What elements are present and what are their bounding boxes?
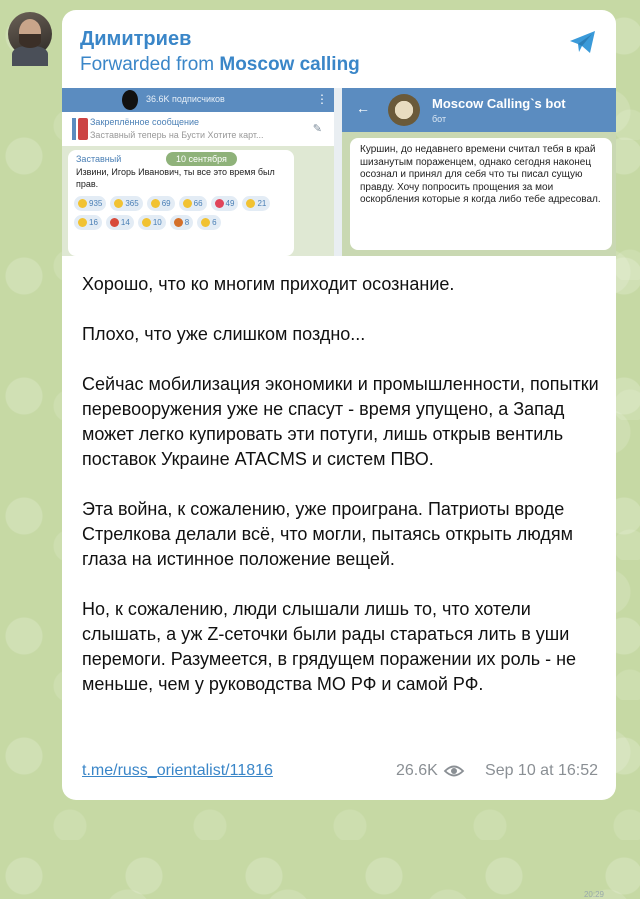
reaction-count: 66 (193, 199, 203, 208)
bot-subtitle: бот (432, 114, 447, 124)
reaction-count: 16 (89, 218, 98, 227)
sender-avatar[interactable] (8, 12, 52, 56)
pinned-thumbnail (78, 118, 88, 140)
avatar-beard (19, 34, 41, 48)
screenshot-left (62, 88, 334, 256)
view-count-value: 26.6K (396, 762, 438, 779)
reaction-emoji-icon (114, 199, 123, 208)
reaction-count: 935 (89, 199, 103, 208)
reaction-chip (74, 215, 102, 230)
avatar-body (12, 46, 48, 66)
subscriber-count: 36.6K подписчиков (146, 94, 225, 104)
reaction-count: 14 (120, 218, 130, 227)
bot-name: Moscow Calling`s bot (432, 96, 566, 111)
reaction-emoji-icon (110, 218, 119, 227)
forwarded-from[interactable] (80, 54, 360, 76)
reaction-emoji-icon (215, 199, 224, 208)
left-header-bar (62, 88, 334, 112)
reaction-chip (138, 215, 166, 230)
reaction-emoji-icon (183, 199, 192, 208)
reaction-emoji-icon (151, 199, 160, 208)
reaction-chip (211, 196, 239, 211)
reaction-emoji-icon (78, 199, 87, 208)
pin-icon: ✎ (312, 123, 322, 135)
paragraph: Эта война, к сожалению, уже проиграна. Патриоты вроде Стрелкова делали всё, что могли, пытаясь открыть людям глаза на истинное положение вещей. (82, 499, 573, 569)
forwarded-prefix: Forwarded from (80, 54, 220, 75)
reaction-emoji-icon (246, 199, 255, 208)
left-body: Извини, Игорь Иванович, ты все это время был прав. (76, 167, 275, 189)
bot-message-card: Куршин, до недавнего времени считал тебя в край шизанутым пораженцем, однако сегодня наконец осознал и принял для себя что ты писал сущую правду. Хочу попросить прощения за мои оскорбления которые я когда либо тебе адресовал. 20:29 (350, 138, 612, 250)
reaction-emoji-icon (78, 218, 87, 227)
more-icon: ⋮ (316, 92, 328, 106)
channel-logo (122, 90, 138, 110)
sender-name[interactable]: Димитриев (80, 28, 192, 50)
reaction-count: 49 (225, 199, 235, 208)
left-author: Заставный (76, 154, 122, 164)
message-bubble (62, 10, 616, 899)
message-text (82, 272, 602, 722)
reaction-count: 21 (257, 199, 267, 208)
reactions-row (74, 196, 294, 230)
reaction-chip (170, 215, 193, 230)
pinned-marker (72, 118, 76, 140)
reaction-chip (110, 196, 142, 211)
forwarded-source[interactable]: Moscow calling (219, 54, 360, 75)
view-count (396, 762, 464, 780)
right-header-bar (342, 88, 616, 132)
date-pill: 10 сентября (166, 152, 237, 166)
reaction-chip (147, 196, 175, 211)
reaction-count: 69 (161, 199, 171, 208)
reaction-emoji-icon (174, 218, 183, 227)
pinned-text: Заставный теперь на Бусти Хотите карт... (90, 130, 264, 140)
eye-icon (444, 764, 464, 778)
reaction-chip (242, 196, 270, 211)
reaction-count: 8 (184, 218, 190, 227)
reaction-chip (74, 196, 106, 211)
pinned-title: Закреплённое сообщение (90, 117, 200, 127)
reaction-count: 10 (152, 218, 162, 227)
bot-message-text: Куршин, до недавнего времени считал тебя в край шизанутым пораженцем, однако сегодня наконец осознал и принял для себя что ты писал сущую правду. Хочу попросить прощения за мои оскорбления которые я когда либо тебе адресовал. (360, 144, 601, 205)
reaction-emoji-icon (142, 218, 151, 227)
reaction-emoji-icon (201, 218, 210, 227)
reaction-count: 6 (212, 218, 217, 227)
paragraph: Сейчас мобилизация экономики и промышленности, попытки перевооружения уже не спасут - время упущено, а Запад может легко купировать эти потуги, лишь открыв вентиль поставок Украине ATACMS и систем ПВО. (82, 374, 599, 469)
pinned-message (62, 112, 334, 146)
paragraph: Плохо, что уже слишком поздно... (82, 324, 366, 344)
bot-avatar (388, 94, 420, 126)
message-timestamp: Sep 10 at 16:52 (485, 762, 598, 779)
paragraph: Хорошо, что ко многим приходит осознание. (82, 274, 455, 294)
paragraph: Но, к сожалению, люди слышали лишь то, что хотели слышать, а уж Z-сеточки были рады стараться лить в уши перемоги. Разумеется, в грядущем поражении их роль - не меньше, чем у руководства МО РФ и самой РФ. (82, 599, 577, 694)
reaction-count: 365 (125, 199, 139, 208)
share-icon[interactable] (568, 28, 598, 56)
source-link[interactable]: t.me/russ_orientalist/11816 (82, 762, 273, 779)
reaction-chip (179, 196, 207, 211)
back-arrow-icon: ← (356, 100, 370, 116)
reaction-chip (106, 215, 134, 230)
reaction-chip (197, 215, 220, 230)
